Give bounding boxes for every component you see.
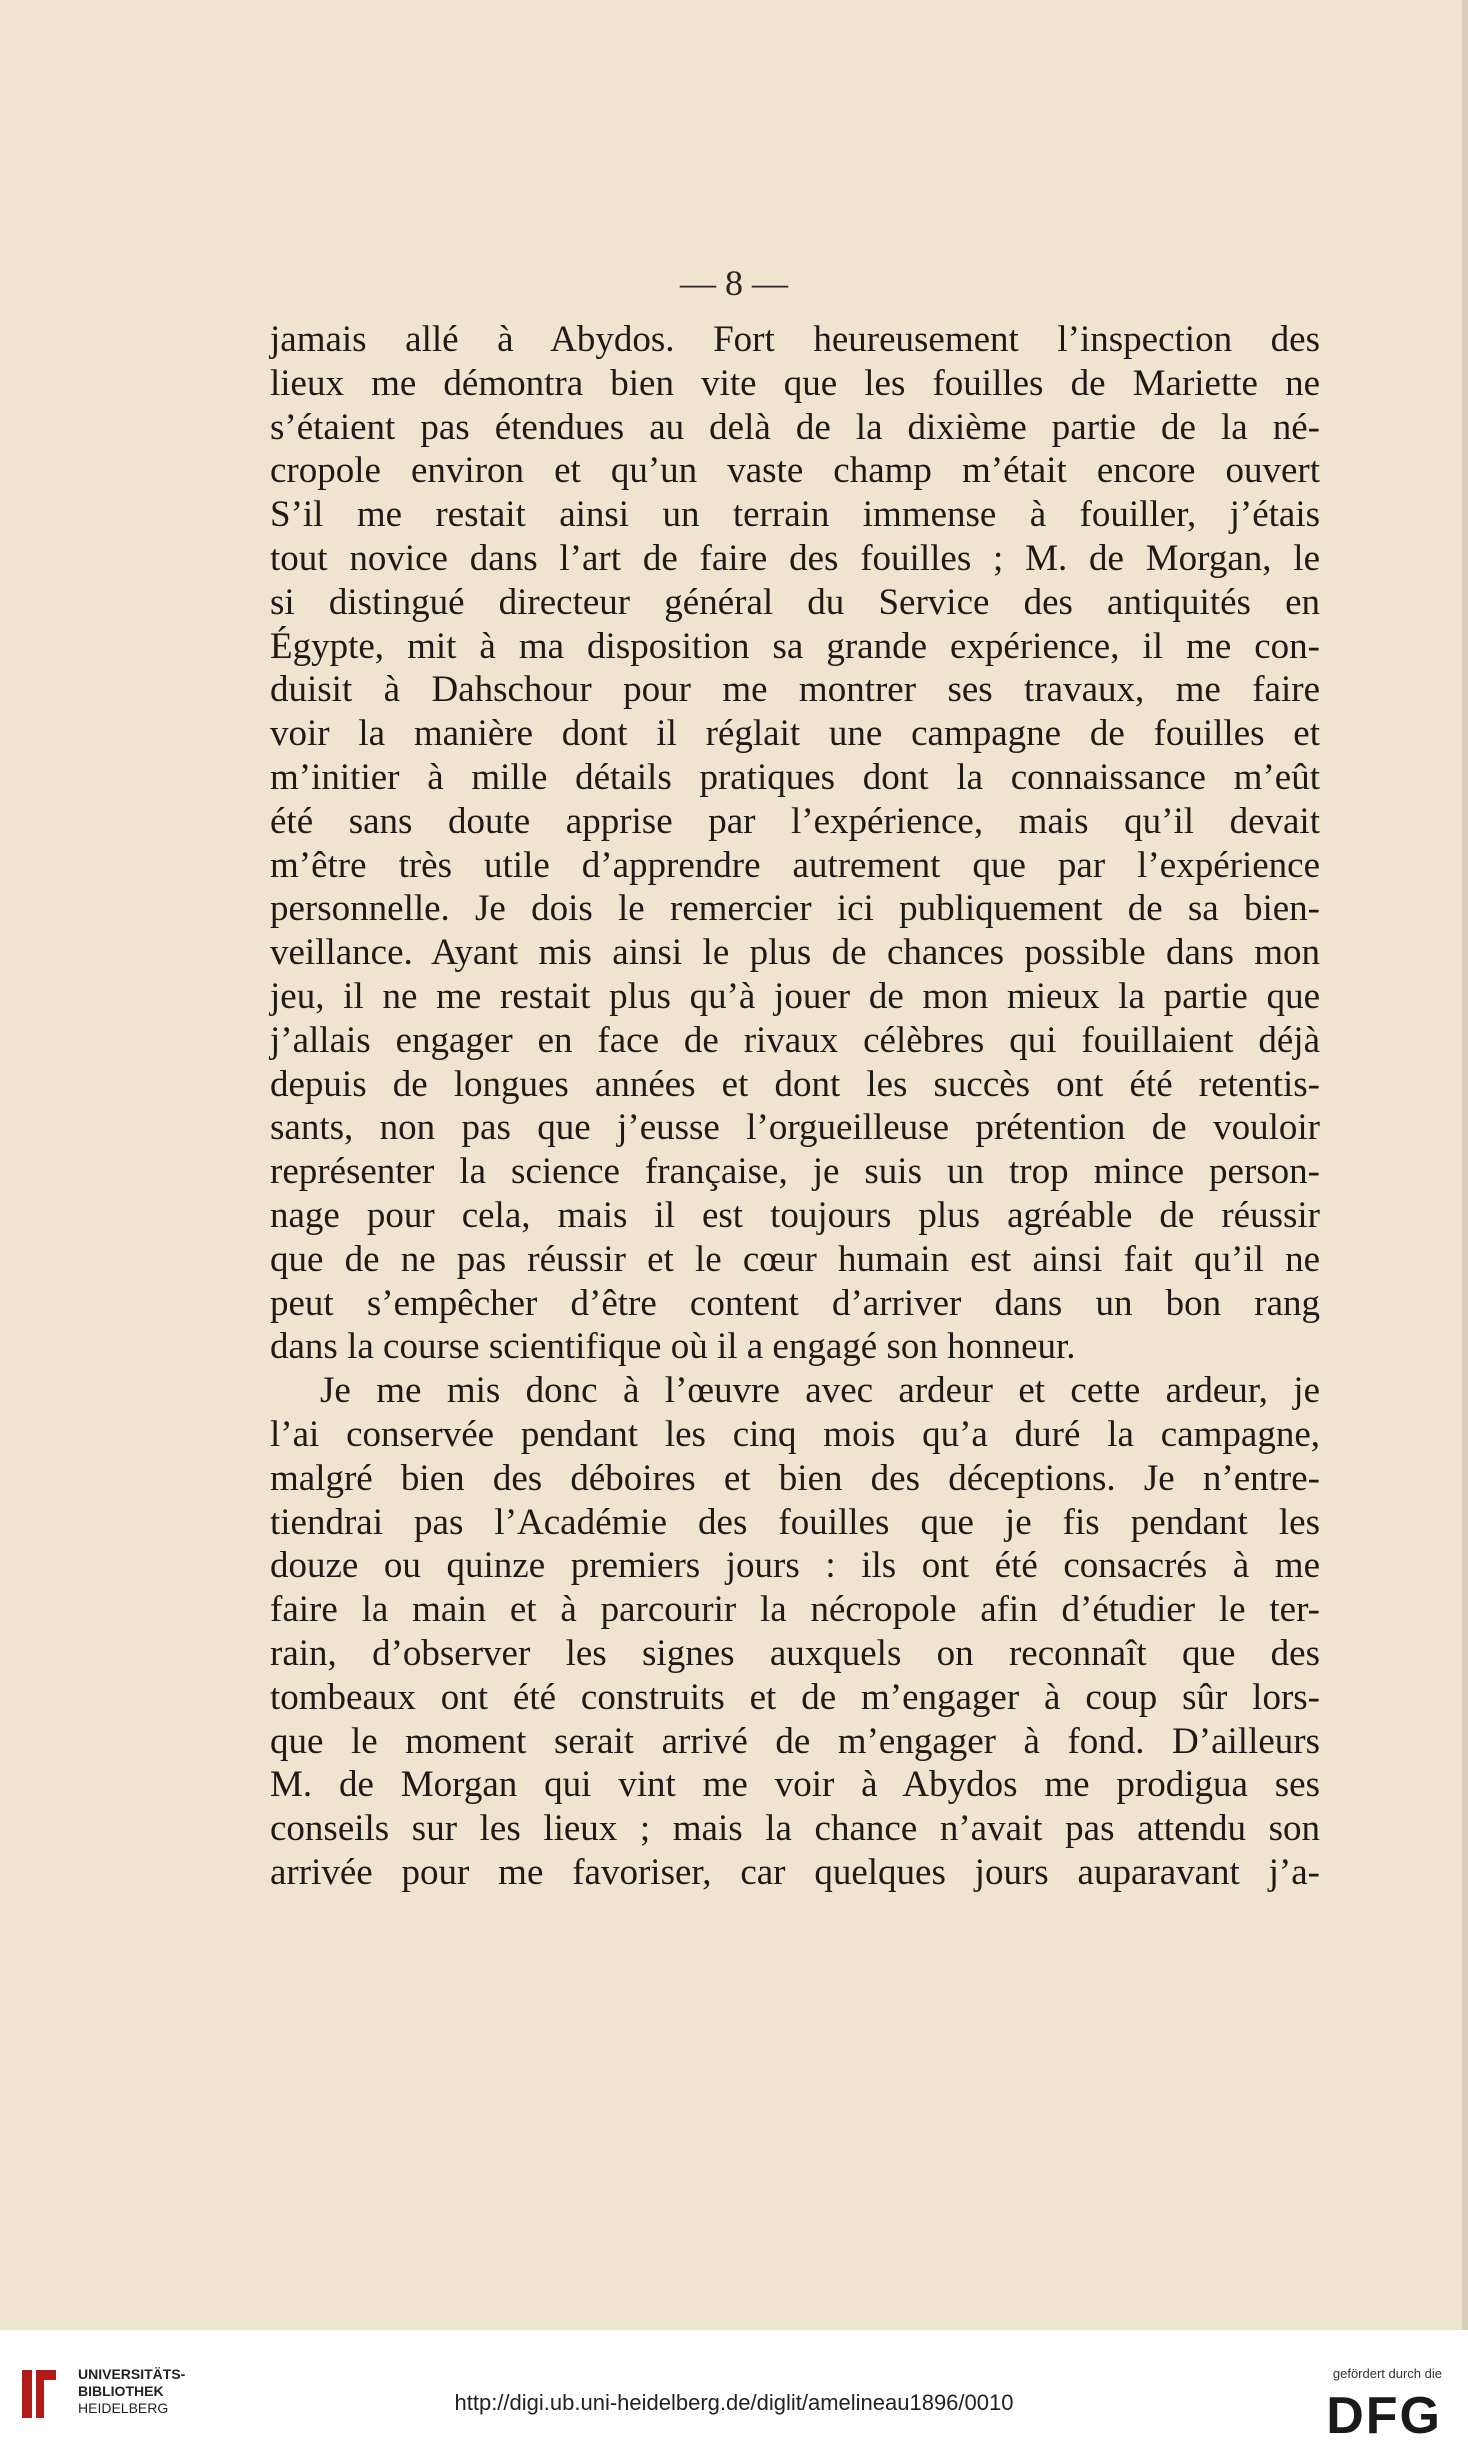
text-line: nage pour cela, mais il est toujours plus agréable de réussir [270, 1194, 1320, 1236]
text-line: jeu, il ne me restait plus qu’à jouer de mon mieux la partie que [270, 975, 1320, 1017]
library-name-line: BIBLIOTHEK [78, 2383, 164, 2399]
text-line: s’étaient pas étendues au delà de la dixième partie de la né- [270, 406, 1320, 448]
text-line: cropole environ et qu’un vaste champ m’était encore ouvert [270, 450, 1320, 492]
text-line: malgré bien des déboires et bien des déceptions. Je n’entre- [270, 1457, 1320, 1499]
text-line: m’être très utile d’apprendre autrement que par l’expérience [270, 844, 1320, 886]
text-line: faire la main et à parcourir la nécropole afin d’étudier le ter- [270, 1589, 1320, 1631]
text-line: m’initier à mille détails pratiques dont la connaissance m’eût [270, 756, 1320, 798]
text-line: tout novice dans l’art de faire des fouilles ; M. de Morgan, le [270, 537, 1320, 579]
text-line: duisit à Dahschour pour me montrer ses travaux, me faire [270, 669, 1320, 711]
text-line: M. de Morgan qui vint me voir à Abydos me prodigua ses [270, 1764, 1320, 1806]
text-line: que de ne pas réussir et le cœur humain est ainsi fait qu’il ne [270, 1238, 1320, 1280]
library-name-line: UNIVERSITÄTS- [78, 2366, 186, 2382]
body-text [270, 318, 1320, 1895]
text-line: conseils sur les lieux ; mais la chance n’avait pas attendu son [270, 1808, 1320, 1850]
page-number: — 8 — [680, 263, 788, 303]
text-line: lieux me démontra bien vite que les fouilles de Mariette ne [270, 362, 1320, 404]
text-line: S’il me restait ainsi un terrain immense à fouiller, j’étais [270, 494, 1320, 536]
text-line: l’ai conservée pendant les cinq mois qu’a duré la campagne, [270, 1413, 1320, 1455]
text-line: été sans doute apprise par l’expérience, mais qu’il devait [270, 800, 1320, 842]
text-line: rain, d’observer les signes auxquels on reconnaît que des [270, 1632, 1320, 1674]
text-line: personnelle. Je dois le remercier ici publiquement de sa bien- [270, 888, 1320, 930]
text-line: Égypte, mit à ma disposition sa grande expérience, il me con- [270, 625, 1320, 667]
text-line: depuis de longues années et dont les succès ont été retentis- [270, 1063, 1320, 1105]
text-line: dans la course scientifique où il a engagé son honneur. [270, 1326, 1076, 1368]
text-line: voir la manière dont il réglait une campagne de fouilles et [270, 713, 1320, 755]
text-line: représenter la science française, je suis un trop mince person- [270, 1151, 1320, 1193]
text-line: si distingué directeur général du Service des antiquités en [270, 581, 1320, 623]
funding-label: gefördert durch die [1332, 2366, 1442, 2381]
text-line: Je me mis donc à l’œuvre avec ardeur et cette ardeur, je [320, 1370, 1320, 1412]
text-line: sants, non pas que j’eusse l’orgueilleuse prétention de vouloir [270, 1107, 1320, 1149]
text-line: tiendrai pas l’Académie des fouilles que je fis pendant les [270, 1501, 1320, 1543]
footer [0, 2330, 1468, 2456]
text-line: veillance. Ayant mis ainsi le plus de chances possible dans mon [270, 932, 1320, 974]
text-line: jamais allé à Abydos. Fort heureusement l’inspection des [270, 319, 1320, 360]
dfg-logo-icon: DFG [1326, 2387, 1442, 2445]
text-line: tombeaux ont été construits et de m’engager à coup sûr lors- [270, 1676, 1320, 1718]
text-line: peut s’empêcher d’être content d’arriver dans un bon rang [270, 1282, 1320, 1324]
text-line: j’allais engager en face de rivaux célèbres qui fouillaient déjà [270, 1019, 1320, 1061]
text-line: arrivée pour me favoriser, car quelques jours auparavant j’a- [270, 1851, 1320, 1893]
text-line: que le moment serait arrivé de m’engager à fond. D’ailleurs [270, 1720, 1320, 1762]
source-url-link[interactable]: http://digi.ub.uni-heidelberg.de/diglit/amelineau1896/0010 [454, 2390, 1014, 2415]
text-line: douze ou quinze premiers jours : ils ont été consacrés à me [270, 1545, 1320, 1587]
library-name-line: HEIDELBERG [78, 2400, 169, 2416]
